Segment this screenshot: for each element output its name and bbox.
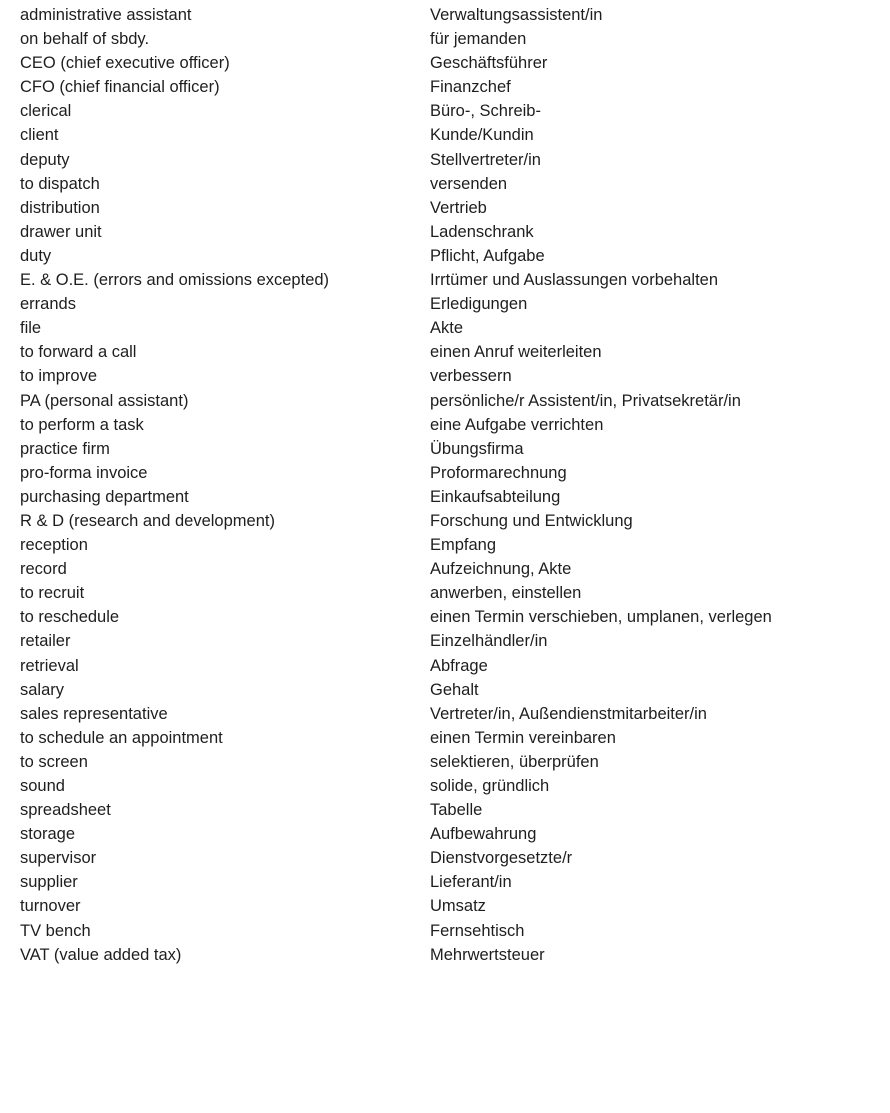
english-term: to improve: [20, 367, 98, 386]
english-term: deputy: [20, 150, 70, 169]
english-term: duty: [20, 246, 52, 265]
vocabulary-list: [20, 3, 880, 967]
vocabulary-row: [20, 894, 880, 918]
german-translation: Einzelhändler/in: [430, 632, 548, 651]
german-translation: Geschäftsführer: [430, 54, 548, 73]
english-term: client: [20, 126, 59, 145]
vocabulary-row: [20, 196, 880, 220]
english-term: to recruit: [20, 584, 85, 603]
vocabulary-row: [20, 774, 880, 798]
vocabulary-row: [20, 919, 880, 943]
vocabulary-row: [20, 3, 880, 27]
english-term: TV bench: [20, 921, 91, 940]
english-term: sound: [20, 777, 65, 795]
english-term: drawer unit: [20, 222, 102, 241]
german-translation: versenden: [430, 174, 508, 193]
german-translation: selektieren, überprüfen: [430, 752, 599, 771]
german-translation: Pflicht, Aufgabe: [430, 246, 545, 265]
german-translation: Einkaufsabteilung: [430, 487, 561, 506]
german-translation: Stellvertreter/in: [430, 150, 541, 169]
vocabulary-row: [20, 244, 880, 268]
english-term: sales representative: [20, 704, 168, 723]
english-term: R & D (research and development): [20, 511, 275, 530]
german-translation: einen Termin verschieben, umplanen, verlegen: [430, 608, 772, 627]
vocabulary-row: [20, 268, 880, 292]
english-term: turnover: [20, 897, 81, 916]
vocabulary-row: [20, 798, 880, 822]
vocabulary-row: [20, 292, 880, 316]
vocabulary-row: [20, 220, 880, 244]
vocabulary-row: [20, 340, 880, 364]
german-translation: für jemanden: [430, 30, 527, 49]
german-translation: Gehalt: [430, 680, 479, 699]
english-term: VAT (value added tax): [20, 945, 182, 964]
english-term: retrieval: [20, 656, 79, 675]
vocabulary-row: [20, 123, 880, 147]
english-term: reception: [20, 536, 88, 555]
english-term: CFO (chief financial officer): [20, 78, 220, 97]
english-term: to perform a task: [20, 415, 144, 434]
german-translation: Mehrwertsteuer: [430, 945, 545, 964]
english-term: errands: [20, 295, 76, 314]
english-term: E. & O.E. (errors and omissions excepted): [20, 271, 330, 290]
vocabulary-row: [20, 413, 880, 437]
english-term: to reschedule: [20, 608, 120, 627]
german-translation: Empfang: [430, 536, 497, 555]
german-translation: eine Aufgabe verrichten: [430, 415, 604, 434]
vocabulary-row: [20, 654, 880, 678]
german-translation: Verwaltungsassistent/in: [430, 6, 603, 24]
german-translation: persönliche/r Assistent/in, Privatsekretär/in: [430, 391, 741, 410]
german-translation: anwerben, einstellen: [430, 584, 582, 603]
german-translation: Abfrage: [430, 656, 488, 675]
vocabulary-row: [20, 75, 880, 99]
german-translation: Aufzeichnung, Akte: [430, 560, 572, 579]
german-translation: Tabelle: [430, 801, 483, 820]
vocabulary-row: [20, 581, 880, 605]
english-term: on behalf of sbdy.: [20, 30, 150, 49]
vocabulary-row: [20, 51, 880, 75]
german-translation: verbessern: [430, 367, 512, 386]
vocabulary-row: [20, 533, 880, 557]
english-term: clerical: [20, 102, 72, 121]
german-translation: Akte: [430, 319, 464, 338]
english-term: purchasing department: [20, 487, 189, 506]
english-term: to screen: [20, 752, 88, 771]
german-translation: Finanzchef: [430, 78, 511, 97]
german-translation: Proformarechnung: [430, 463, 567, 482]
vocabulary-row: [20, 316, 880, 340]
vocabulary-row: [20, 870, 880, 894]
german-translation: einen Termin vereinbaren: [430, 728, 616, 747]
german-translation: Kunde/Kundin: [430, 126, 534, 145]
vocabulary-row: [20, 172, 880, 196]
german-translation: Ladenschrank: [430, 222, 534, 241]
vocabulary-row: [20, 629, 880, 653]
english-term: to schedule an appointment: [20, 728, 223, 747]
english-term: retailer: [20, 632, 71, 651]
vocabulary-row: [20, 99, 880, 123]
german-translation: Umsatz: [430, 897, 486, 916]
vocabulary-row: [20, 678, 880, 702]
german-translation: Vertreter/in, Außendienstmitarbeiter/in: [430, 704, 707, 723]
vocabulary-row: [20, 509, 880, 533]
vocabulary-row: [20, 605, 880, 629]
vocabulary-row: [20, 822, 880, 846]
vocabulary-row: [20, 437, 880, 461]
vocabulary-row: [20, 750, 880, 774]
english-term: spreadsheet: [20, 801, 111, 820]
vocabulary-row: [20, 726, 880, 750]
english-term: record: [20, 560, 67, 579]
vocabulary-row: [20, 27, 880, 51]
english-term: administrative assistant: [20, 6, 192, 24]
german-translation: Forschung und Entwicklung: [430, 511, 633, 530]
german-translation: Übungsfirma: [430, 439, 524, 458]
german-translation: Vertrieb: [430, 198, 487, 217]
english-term: supervisor: [20, 849, 97, 868]
german-translation: solide, gründlich: [430, 777, 550, 795]
german-translation: Büro-, Schreib-: [430, 102, 541, 121]
english-term: salary: [20, 680, 65, 699]
vocabulary-row: [20, 702, 880, 726]
vocabulary-row: [20, 557, 880, 581]
english-term: storage: [20, 825, 76, 844]
german-translation: Lieferant/in: [430, 873, 512, 892]
german-translation: Erledigungen: [430, 295, 528, 314]
vocabulary-row: [20, 485, 880, 509]
english-term: supplier: [20, 873, 78, 892]
vocabulary-row: [20, 846, 880, 870]
vocabulary-row: [20, 461, 880, 485]
english-term: to forward a call: [20, 343, 137, 362]
german-translation: Irrtümer und Auslassungen vorbehalten: [430, 271, 719, 290]
german-translation: Aufbewahrung: [430, 825, 537, 844]
german-translation: Dienstvorgesetzte/r: [430, 849, 573, 868]
vocabulary-row: [20, 943, 880, 967]
english-term: CEO (chief executive officer): [20, 54, 230, 73]
english-term: PA (personal assistant): [20, 391, 189, 410]
english-term: pro-forma invoice: [20, 463, 148, 482]
english-term: distribution: [20, 198, 100, 217]
vocabulary-row: [20, 364, 880, 388]
english-term: file: [20, 319, 42, 338]
vocabulary-row: [20, 148, 880, 172]
english-term: to dispatch: [20, 174, 100, 193]
german-translation: einen Anruf weiterleiten: [430, 343, 602, 362]
english-term: practice firm: [20, 439, 110, 458]
german-translation: Fernsehtisch: [430, 921, 525, 940]
vocabulary-row: [20, 389, 880, 413]
